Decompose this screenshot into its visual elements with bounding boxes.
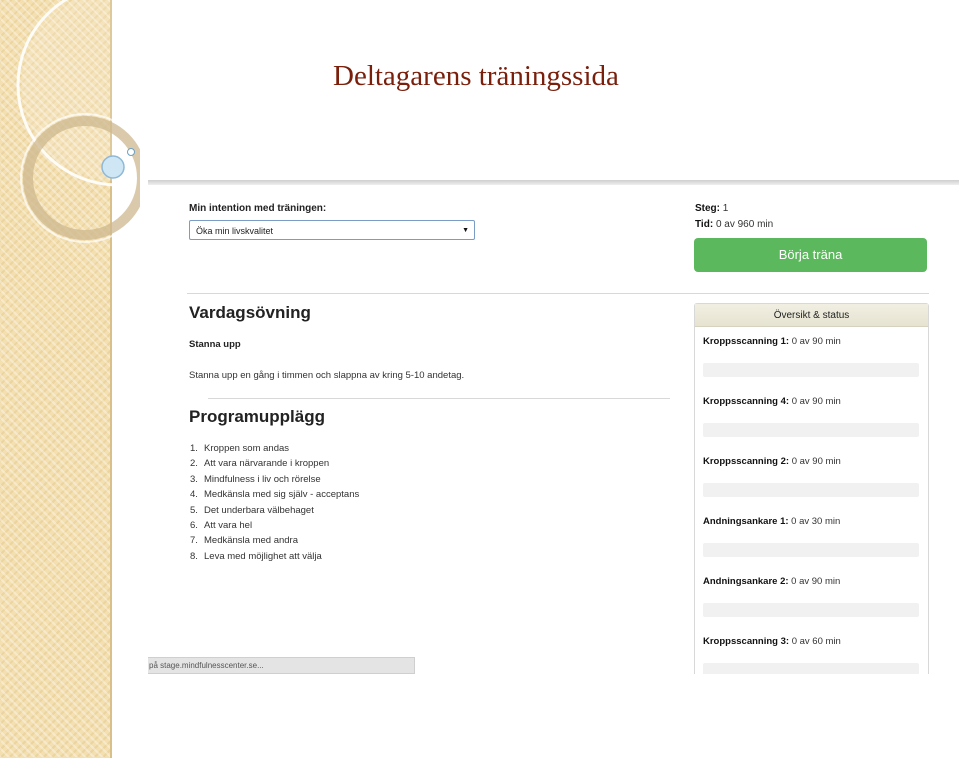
section-divider: [187, 293, 929, 294]
decorative-circles: [0, 0, 140, 300]
status-item: Kroppsscanning 3: 0 av 60 min: [703, 636, 919, 674]
status-panel-header: Översikt & status: [695, 304, 928, 327]
progress-bar: [703, 543, 919, 557]
status-panel: [694, 303, 929, 674]
program-item: 7. Medkänsla med andra: [190, 535, 298, 547]
program-list: [190, 441, 359, 564]
time-value: 0 av 960 min: [715, 219, 774, 230]
program-item: 2. Att vara närvarande i kroppen: [190, 458, 330, 470]
status-item: Andningsankare 1: 0 av 30 min: [703, 516, 919, 557]
program-title: Programupplägg: [189, 407, 326, 426]
program-item: 1. Kroppen som andas: [190, 443, 290, 454]
intention-label: Min intention med träningen:: [189, 203, 327, 214]
step-info: [695, 203, 728, 214]
dropdown-arrow-icon: ▼: [462, 227, 469, 234]
progress-bar: [703, 483, 919, 497]
training-page-screenshot: [148, 180, 959, 674]
program-item: 8. Leva med möjlighet att välja: [190, 550, 322, 562]
status-item: Kroppsscanning 4: 0 av 90 min: [703, 396, 919, 437]
status-item: Kroppsscanning 1: 0 av 90 min: [703, 336, 919, 377]
intention-selected-value: Öka min livskvalitet: [196, 226, 274, 236]
daily-exercise-description: Stanna upp en gång i timmen och slappna av kring 5-10 andetag.: [189, 370, 465, 381]
progress-bar: [703, 663, 919, 674]
program-item: 4. Medkänsla med sig själv - acceptans: [190, 489, 360, 501]
intention-select[interactable]: [189, 220, 475, 240]
top-divider: [148, 180, 959, 185]
daily-exercise-divider: [208, 398, 670, 399]
start-training-button[interactable]: Börja träna: [694, 238, 927, 272]
progress-bar: [703, 603, 919, 617]
browser-status-bar: på stage.mindfulnesscenter.se...: [148, 657, 415, 674]
progress-bar: [703, 423, 919, 437]
program-item: 6. Att vara hel: [190, 519, 253, 531]
program-item: 5. Det underbara välbehaget: [190, 504, 314, 516]
program-item: 3. Mindfulness i liv och rörelse: [190, 473, 321, 485]
daily-exercise-name: Stanna upp: [189, 339, 241, 350]
step-value: 1: [722, 203, 729, 214]
step-label: Steg:: [695, 203, 720, 214]
status-item: Andningsankare 2: 0 av 90 min: [703, 576, 919, 617]
slide-title: Deltagarens träningssida: [333, 60, 619, 92]
time-label: Tid:: [695, 219, 714, 230]
daily-exercise-title: Vardagsövning: [189, 303, 311, 322]
progress-bar: [703, 363, 919, 377]
status-item: Kroppsscanning 2: 0 av 90 min: [703, 456, 919, 497]
time-info: [695, 219, 773, 230]
